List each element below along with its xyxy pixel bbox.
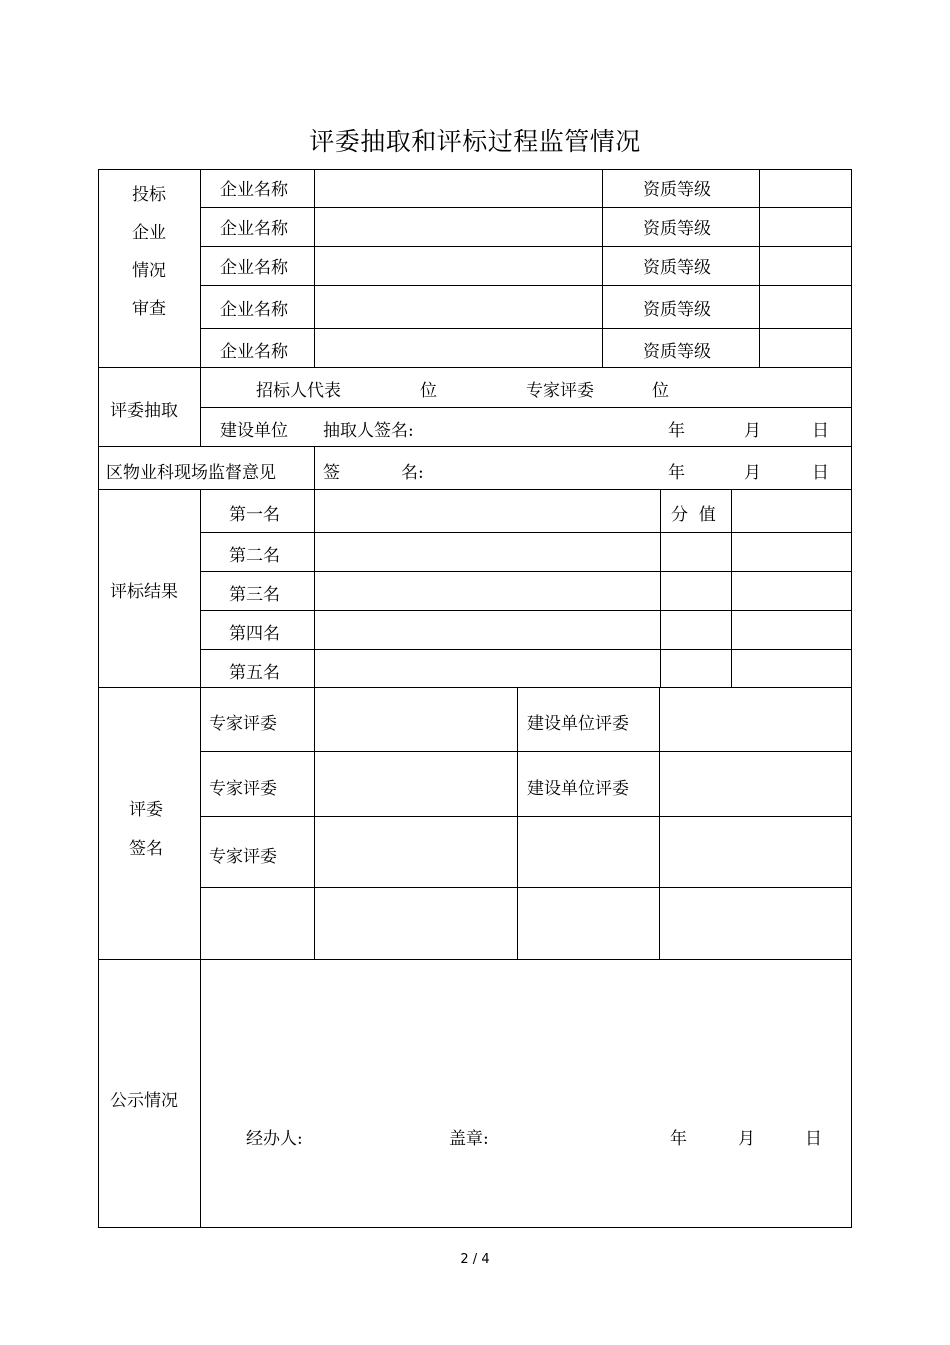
rank-label: 第二名 <box>229 546 280 566</box>
label-column-divider <box>200 169 201 447</box>
year-label: 年 <box>668 421 685 441</box>
builder-judge-label: 建设单位评委 <box>527 714 629 734</box>
expert-judge-label: 专家评委 <box>209 714 277 734</box>
row-line <box>200 532 852 533</box>
label-column-divider <box>200 489 201 1228</box>
month-label: 月 <box>744 421 761 441</box>
supervision-label: 区物业科现场监督意见 <box>106 463 276 483</box>
section-divider <box>98 367 852 368</box>
sign-label: 名: <box>401 463 424 483</box>
unit-label: 位 <box>420 381 437 401</box>
col-line <box>314 446 315 489</box>
col-line <box>314 687 315 959</box>
year-label: 年 <box>668 463 685 483</box>
bidder-review-label: 情况 <box>132 261 166 281</box>
year-label: 年 <box>670 1129 687 1149</box>
month-label: 月 <box>738 1129 755 1149</box>
row-line <box>200 751 852 752</box>
col-line <box>314 489 315 687</box>
builder-judge-label: 建设单位评委 <box>527 779 629 799</box>
row-line <box>200 407 852 408</box>
qualification-grade-label: 资质等级 <box>643 258 711 278</box>
row-line <box>200 285 852 286</box>
section-divider <box>98 446 852 447</box>
row-line <box>200 328 852 329</box>
row-line <box>200 649 852 650</box>
row-line <box>200 571 852 572</box>
signatures-label: 签名 <box>129 839 163 859</box>
tenderer-rep-label: 招标人代表 <box>256 381 341 401</box>
page-number: 2 / 4 <box>460 1252 490 1267</box>
rank-label: 第三名 <box>229 585 280 605</box>
row-line <box>200 816 852 817</box>
qualification-grade-label: 资质等级 <box>643 342 711 362</box>
col-line <box>759 169 760 367</box>
rank-label: 第一名 <box>229 505 280 525</box>
day-label: 日 <box>812 421 829 441</box>
section-divider <box>98 687 852 688</box>
handler-label: 经办人: <box>246 1129 303 1149</box>
row-line <box>200 246 852 247</box>
qualification-grade-label: 资质等级 <box>643 180 711 200</box>
qualification-grade-label: 资质等级 <box>643 300 711 320</box>
expert-judge-label: 专家评委 <box>209 847 277 867</box>
rank-label: 第四名 <box>229 624 280 644</box>
col-line <box>659 687 660 959</box>
bidder-review-label: 投标 <box>132 185 166 205</box>
month-label: 月 <box>744 463 761 483</box>
rank-label: 第五名 <box>229 663 280 683</box>
publicity-label: 公示情况 <box>110 1091 178 1111</box>
unit-label: 位 <box>652 381 669 401</box>
day-label: 日 <box>805 1129 822 1149</box>
seal-label: 盖章: <box>449 1129 489 1149</box>
row-line <box>200 887 852 888</box>
expert-judge-label: 专家评委 <box>209 779 277 799</box>
selection-label: 评委抽取 <box>110 401 178 421</box>
company-name-label: 企业名称 <box>220 219 288 239</box>
col-line <box>660 489 661 687</box>
row-line <box>200 610 852 611</box>
company-name-label: 企业名称 <box>220 300 288 320</box>
section-divider <box>98 959 852 960</box>
col-line <box>731 489 732 687</box>
company-name-label: 企业名称 <box>220 342 288 362</box>
signer-label: 抽取人签名: <box>323 421 414 441</box>
company-name-label: 企业名称 <box>220 258 288 278</box>
results-label: 评标结果 <box>110 582 178 602</box>
sign-label: 签 <box>323 463 340 483</box>
day-label: 日 <box>812 463 829 483</box>
frame-top <box>98 169 852 170</box>
col-line <box>602 169 603 367</box>
section-divider <box>98 489 852 490</box>
qualification-grade-label: 资质等级 <box>643 219 711 239</box>
page-title: 评委抽取和评标过程监管情况 <box>309 127 641 156</box>
frame-left <box>98 169 99 1228</box>
builder-label: 建设单位 <box>220 421 288 441</box>
row-line <box>200 207 852 208</box>
bidder-review-label: 审查 <box>132 299 166 319</box>
frame-bottom <box>98 1227 852 1228</box>
company-name-label: 企业名称 <box>220 180 288 200</box>
signatures-label: 评委 <box>129 800 163 820</box>
supervision-form <box>98 169 852 1228</box>
expert-judge-label: 专家评委 <box>526 381 594 401</box>
col-line <box>517 687 518 959</box>
score-label: 分 值 <box>671 505 716 525</box>
bidder-review-label: 企业 <box>132 223 166 243</box>
col-line <box>314 169 315 367</box>
